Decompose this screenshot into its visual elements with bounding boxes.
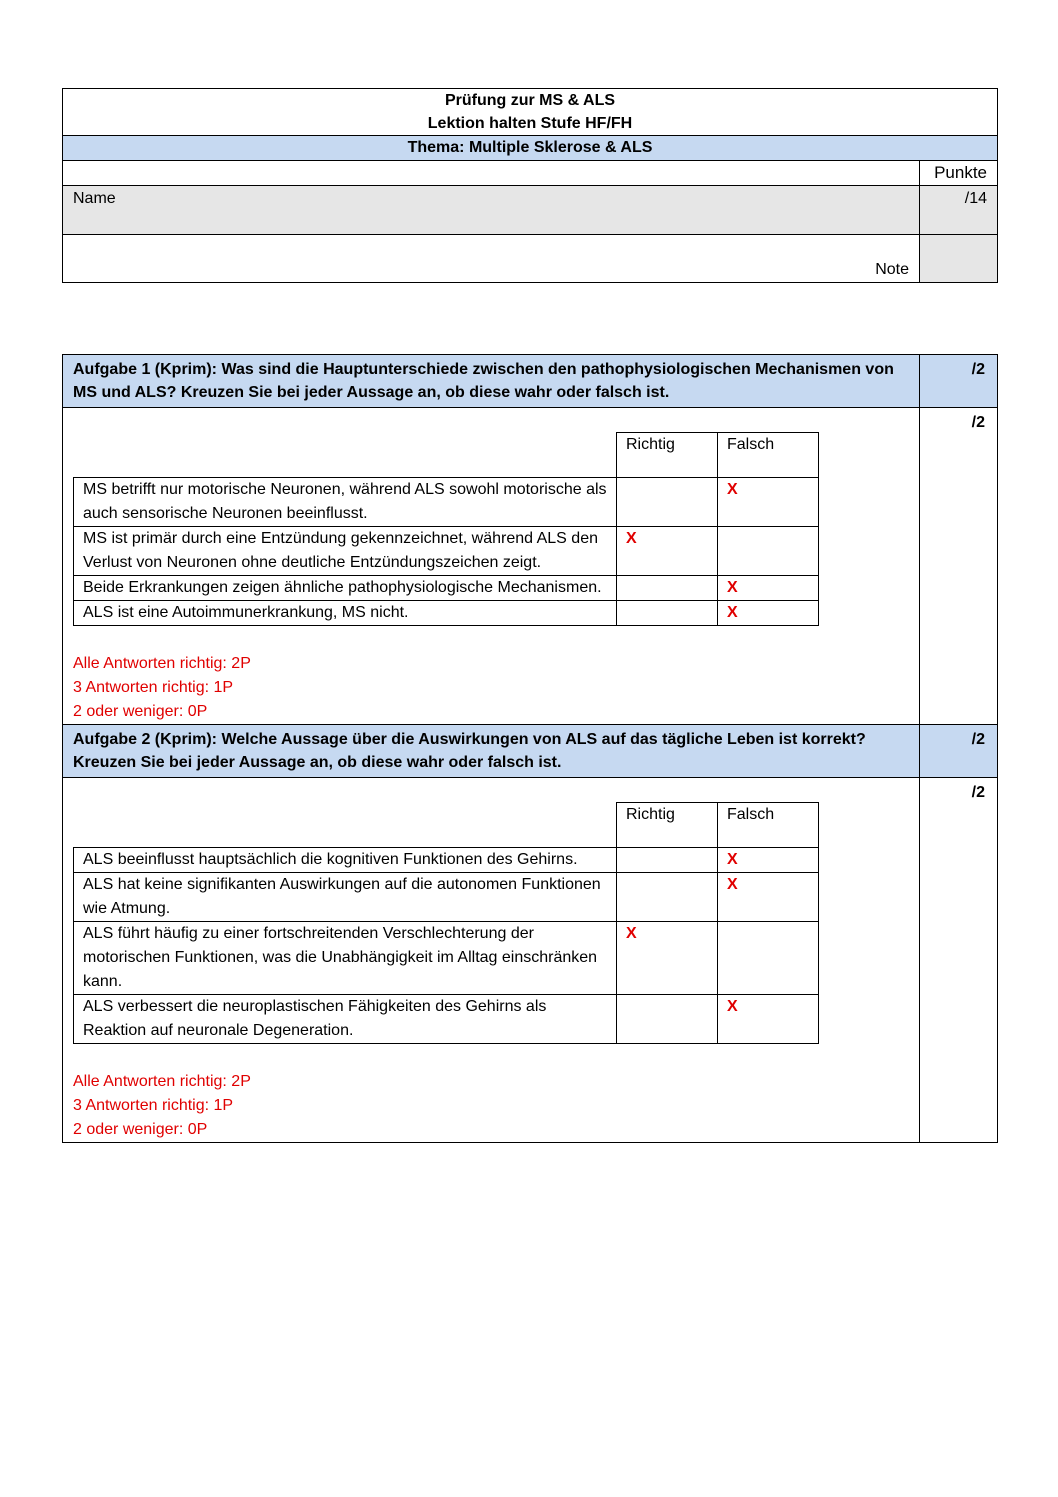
exam-title — [63, 89, 998, 136]
kprim-header-spacer — [74, 433, 617, 478]
exam-topic: Thema: Multiple Sklerose & ALS — [63, 136, 998, 161]
task-points-awarded: /2 — [920, 408, 998, 725]
statement-row — [74, 576, 819, 601]
note-field[interactable] — [920, 235, 998, 283]
kprim-header-spacer — [74, 803, 617, 848]
name-label: Name — [73, 190, 116, 207]
task-body-row — [63, 778, 998, 1143]
column-header-richtig: Richtig — [617, 433, 718, 478]
scoring-line: Alle Antworten richtig: 2P — [73, 1073, 251, 1090]
statement-row — [74, 922, 819, 995]
answer-falsch-cell[interactable] — [718, 922, 819, 995]
note-label: Note — [63, 235, 920, 283]
answer-richtig-cell[interactable] — [617, 848, 718, 873]
answer-falsch-cell[interactable]: X — [718, 601, 819, 626]
statement-text: Beide Erkrankungen zeigen ähnliche pathophysiologische Mechanismen. — [74, 576, 617, 601]
answer-richtig-cell[interactable]: X — [617, 527, 718, 576]
task-points: /2 — [920, 355, 998, 408]
statement-row — [74, 601, 819, 626]
answer-richtig-cell[interactable] — [617, 576, 718, 601]
task-points: /2 — [920, 725, 998, 778]
statement-text: ALS ist eine Autoimmunerkrankung, MS nicht. — [74, 601, 617, 626]
task-question: Aufgabe 2 (Kprim): Welche Aussage über die Auswirkungen von ALS auf das tägliche Leben ist korrekt? Kreuzen Sie bei jeder Aussage an, ob diese wahr oder falsch ist. — [63, 725, 920, 778]
scoring-line: Alle Antworten richtig: 2P — [73, 655, 251, 672]
exam-header-table — [62, 88, 998, 283]
statement-text: ALS führt häufig zu einer fortschreitenden Verschlechterung der motorischen Funktionen, was die Unabhängigkeit im Alltag einschränken kann. — [74, 922, 617, 995]
column-header-richtig: Richtig — [617, 803, 718, 848]
answer-richtig-cell[interactable] — [617, 601, 718, 626]
task-header-row — [63, 725, 998, 778]
exam-title-line2: Lektion halten Stufe HF/FH — [427, 115, 633, 132]
scoring-line: 2 oder weniger: 0P — [73, 1121, 208, 1138]
task-question: Aufgabe 1 (Kprim): Was sind die Hauptunterschiede zwischen den pathophysiologischen Mechanismen von MS und ALS? Kreuzen Sie bei jeder Aussage an, ob diese wahr oder falsch ist. — [63, 355, 920, 408]
statement-row — [74, 848, 819, 873]
scoring-line: 2 oder weniger: 0P — [73, 703, 208, 720]
answer-falsch-cell[interactable]: X — [718, 995, 819, 1044]
header-spacer — [63, 161, 920, 186]
statement-text: ALS beeinflusst hauptsächlich die kognitiven Funktionen des Gehirns. — [74, 848, 617, 873]
answer-falsch-cell[interactable]: X — [718, 478, 819, 527]
statement-row — [74, 873, 819, 922]
points-label: Punkte — [920, 161, 998, 186]
scoring-line: 3 Antworten richtig: 1P — [73, 1097, 234, 1114]
column-header-falsch: Falsch — [718, 803, 819, 848]
statement-text: ALS verbessert die neuroplastischen Fähigkeiten des Gehirns als Reaktion auf neuronale Degeneration. — [74, 995, 617, 1044]
task-body — [63, 778, 920, 1143]
answer-richtig-cell[interactable] — [617, 873, 718, 922]
statement-text: MS ist primär durch eine Entzündung gekennzeichnet, während ALS den Verlust von Neuronen ohne deutliche Entzündungszeichen zeigt. — [74, 527, 617, 576]
scoring-rules — [73, 652, 919, 724]
answer-richtig-cell[interactable] — [617, 995, 718, 1044]
statement-text: ALS hat keine signifikanten Auswirkungen auf die autonomen Funktionen wie Atmung. — [74, 873, 617, 922]
task-header-row — [63, 355, 998, 408]
answer-richtig-cell[interactable]: X — [617, 922, 718, 995]
total-points: /14 — [920, 186, 998, 235]
tasks-table — [62, 354, 998, 1143]
answer-falsch-cell[interactable] — [718, 527, 819, 576]
answer-richtig-cell[interactable] — [617, 478, 718, 527]
task-body — [63, 408, 920, 725]
task-points-awarded: /2 — [920, 778, 998, 1143]
statement-text: MS betrifft nur motorische Neuronen, während ALS sowohl motorische als auch sensorische Neuronen beeinflusst. — [74, 478, 617, 527]
answer-falsch-cell[interactable]: X — [718, 873, 819, 922]
statement-row — [74, 995, 819, 1044]
exam-title-line1: Prüfung zur MS & ALS — [444, 92, 616, 109]
scoring-line: 3 Antworten richtig: 1P — [73, 679, 234, 696]
kprim-answer-table — [73, 432, 819, 626]
statement-row — [74, 527, 819, 576]
task-body-row — [63, 408, 998, 725]
scoring-rules — [73, 1070, 919, 1142]
answer-falsch-cell[interactable]: X — [718, 576, 819, 601]
column-header-falsch: Falsch — [718, 433, 819, 478]
name-field[interactable] — [63, 186, 920, 235]
statement-row — [74, 478, 819, 527]
answer-falsch-cell[interactable]: X — [718, 848, 819, 873]
kprim-answer-table — [73, 802, 819, 1044]
